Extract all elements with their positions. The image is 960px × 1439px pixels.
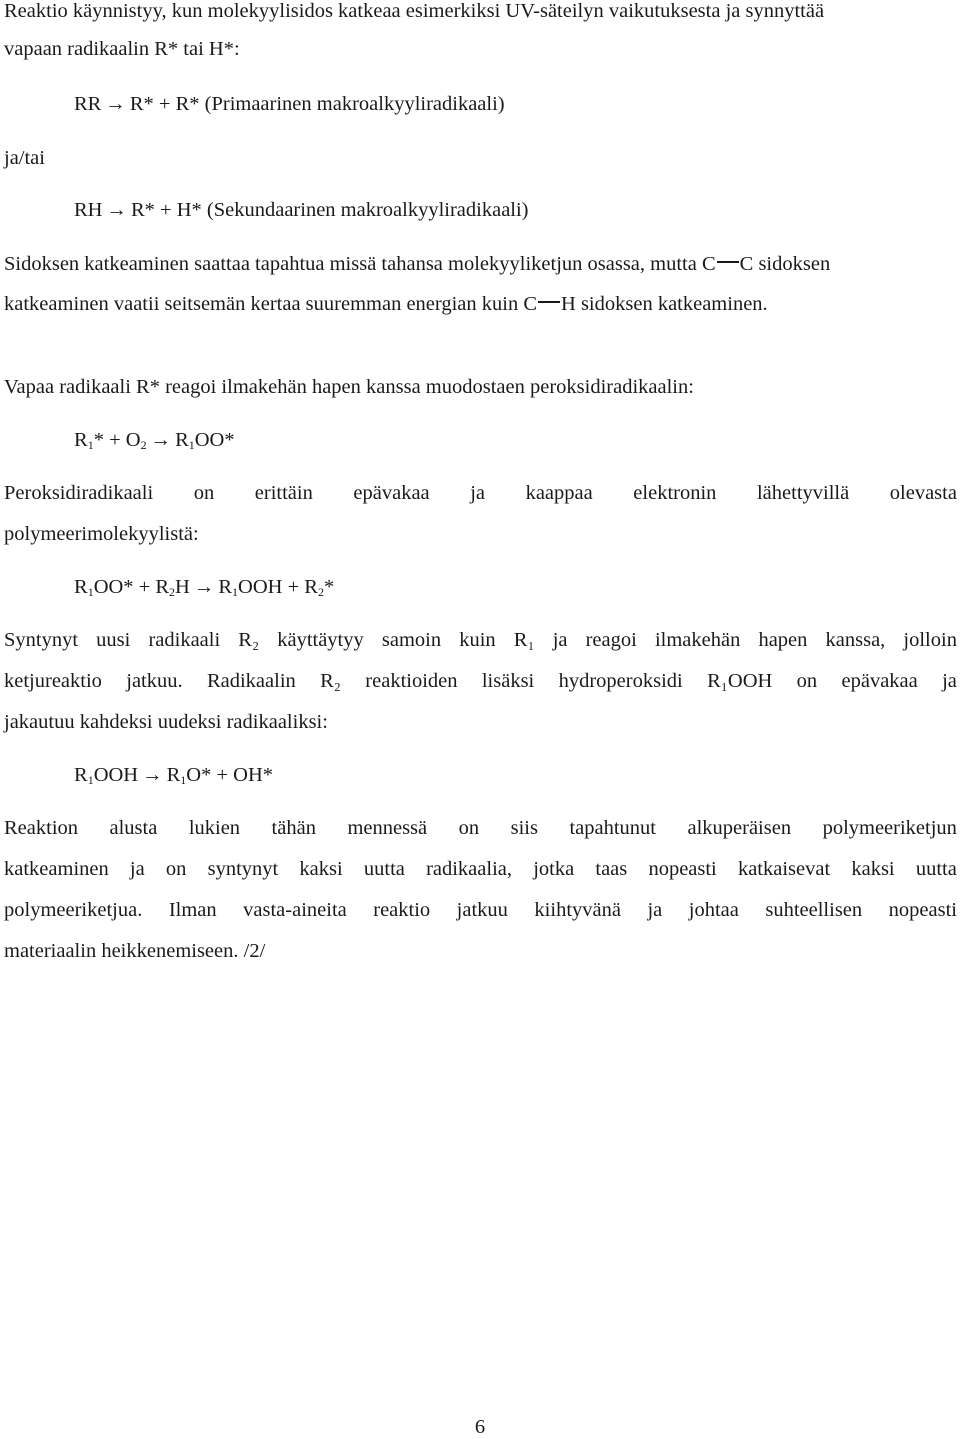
word: kiihtyvänä — [534, 899, 621, 921]
equation-3 — [74, 428, 235, 452]
paragraph-4-line-2: polymeerimolekyylistä: — [4, 523, 199, 545]
word: kaksi — [299, 858, 343, 880]
word: ja — [647, 899, 663, 921]
paragraph-2-line-2 — [4, 292, 768, 316]
eq-subscript: 1 — [232, 585, 239, 599]
word: nopeasti — [888, 899, 957, 921]
eq-term: * + O — [93, 429, 141, 451]
paragraph-5-line-3: jakautuu kahdeksi uudeksi radikaaliksi: — [4, 711, 328, 733]
paragraph-2-text: H sidoksen katkeaminen. — [561, 293, 768, 315]
eq-subscript: 1 — [87, 773, 94, 787]
word: polymeeriketjun — [822, 817, 957, 839]
eq-subscript: 1 — [87, 585, 94, 599]
paragraph-2-text: Sidoksen katkeaminen saattaa tapahtua missä tahansa molekyyliketjun osassa, mutta C — [4, 253, 716, 275]
word: nopeasti — [648, 858, 717, 880]
word: kanssa, — [825, 629, 886, 651]
eq-term: R — [218, 576, 233, 598]
word: syntynyt — [207, 858, 279, 880]
word: Syntynyt — [4, 629, 79, 651]
eq-subscript: 1 — [180, 773, 187, 787]
paragraph-2-text: katkeaminen vaatii seitsemän kertaa suuremman energian kuin C — [4, 293, 538, 315]
word: reagoi — [585, 629, 637, 651]
eq-term: R — [175, 429, 189, 451]
equation-2 — [74, 198, 529, 222]
eq-subscript: 1 — [188, 438, 195, 452]
arrow-icon: → — [142, 764, 163, 786]
word: reaktio — [373, 899, 431, 921]
word: polymeeriketjua. — [4, 899, 143, 921]
eq-subscript: 1 — [87, 438, 94, 452]
arrow-icon: → — [150, 429, 172, 451]
word: kaappaa — [525, 482, 593, 504]
word: R₂ — [320, 670, 341, 692]
word: reaktioiden — [365, 670, 458, 692]
word: alusta — [109, 817, 158, 839]
or-label: ja/tai — [4, 147, 45, 169]
word: radikaali — [148, 629, 221, 651]
paragraph-5-line-1 — [4, 628, 957, 652]
word: lisäksi — [481, 670, 535, 692]
paragraph-6-line-4: materiaalin heikkenemiseen. /2/ — [4, 940, 266, 962]
word: taas — [595, 858, 628, 880]
word: ketjureaktio — [4, 670, 102, 692]
word: jotka — [533, 858, 575, 880]
eq-term: OOH — [93, 764, 139, 786]
word: R₁OOH — [707, 670, 773, 692]
word: ja — [470, 482, 486, 504]
word: lähettyvillä — [756, 482, 850, 504]
word: suhteellisen — [765, 899, 863, 921]
word: hydroperoksidi — [558, 670, 683, 692]
eq-term: H — [175, 576, 190, 598]
word: Ilman — [168, 899, 217, 921]
equation-4 — [74, 575, 334, 599]
paragraph-1-line-2: vapaan radikaalin R* tai H*: — [4, 38, 240, 60]
eq-subscript: 2 — [169, 585, 176, 599]
paragraph-4-line-1 — [4, 481, 957, 505]
word: R₂ — [238, 629, 260, 651]
paragraph-5-line-2 — [4, 669, 957, 693]
page-number: 6 — [474, 1416, 486, 1438]
word: katkeaminen — [4, 858, 109, 880]
equation-2-left: RH — [74, 199, 103, 221]
word: uutta — [915, 858, 957, 880]
word: ja — [942, 670, 957, 692]
eq-term: R — [74, 429, 88, 451]
word: R₁ — [513, 629, 535, 651]
eq-subscript: 2 — [317, 585, 324, 599]
eq-term: R — [74, 576, 88, 598]
paragraph-6-line-3 — [4, 898, 957, 922]
paragraph-2-line-1 — [4, 252, 830, 276]
eq-term: OO* — [194, 429, 235, 451]
word: on — [796, 670, 818, 692]
word: erittäin — [254, 482, 313, 504]
word: hapen — [758, 629, 808, 651]
arrow-icon: → — [106, 199, 127, 221]
word: tähän — [271, 817, 316, 839]
equation-2-right: R* + H* (Sekundaarinen makroalkyyliradikaali) — [130, 199, 529, 221]
eq-term: * — [323, 576, 335, 598]
word: Peroksidiradikaali — [4, 482, 154, 504]
equation-1-right: R* + R* (Primaarinen makroalkyyliradikaali) — [129, 93, 505, 115]
paragraph-6-line-1 — [4, 816, 957, 840]
eq-term: OOH + R — [238, 576, 318, 598]
single-bond-icon — [538, 301, 560, 303]
paragraph-6-line-2 — [4, 857, 957, 881]
word: epävakaa — [353, 482, 430, 504]
arrow-icon: → — [193, 576, 215, 598]
word: ja — [129, 858, 145, 880]
word: kaksi — [851, 858, 895, 880]
word: uusi — [96, 629, 131, 651]
word: jatkuu. — [126, 670, 183, 692]
word: epävakaa — [841, 670, 918, 692]
word: Radikaalin — [206, 670, 296, 692]
word: katkaisevat — [737, 858, 831, 880]
word: käyttäytyy — [277, 629, 364, 651]
word: uutta — [363, 858, 405, 880]
eq-term: OO* + R — [93, 576, 170, 598]
word: radikaalia, — [426, 858, 512, 880]
word: on — [165, 858, 187, 880]
word: siis — [510, 817, 538, 839]
single-bond-icon — [717, 261, 739, 263]
arrow-icon: → — [105, 93, 126, 115]
word: on — [458, 817, 480, 839]
paragraph-3: Vapaa radikaali R* reagoi ilmakehän hapen kanssa muodostaen peroksidiradikaalin: — [4, 376, 694, 398]
word: tapahtunut — [569, 817, 656, 839]
word: on — [193, 482, 215, 504]
equation-5 — [74, 763, 273, 787]
word: olevasta — [889, 482, 957, 504]
word: Reaktion — [4, 817, 79, 839]
equation-1 — [74, 92, 505, 116]
word: vasta-aineita — [243, 899, 347, 921]
word: jolloin — [903, 629, 957, 651]
word: johtaa — [688, 899, 739, 921]
word: ja — [552, 629, 568, 651]
word: mennessä — [347, 817, 428, 839]
word: kuin — [459, 629, 496, 651]
eq-term: R — [74, 764, 88, 786]
eq-subscript: 2 — [140, 438, 147, 452]
paragraph-1-line-1: Reaktio käynnistyy, kun molekyylisidos katkeaa esimerkiksi UV-säteilyn vaikutuksesta ja synnyttää — [4, 0, 825, 22]
word: alkuperäisen — [687, 817, 792, 839]
word: ilmakehän — [654, 629, 741, 651]
paragraph-2-text: C sidoksen — [739, 253, 831, 275]
word: samoin — [381, 629, 442, 651]
word: jatkuu — [456, 899, 508, 921]
word: elektronin — [633, 482, 717, 504]
word: lukien — [188, 817, 241, 839]
equation-1-left: RR — [74, 93, 102, 115]
eq-term: O* + OH* — [186, 764, 274, 786]
eq-term: R — [166, 764, 181, 786]
